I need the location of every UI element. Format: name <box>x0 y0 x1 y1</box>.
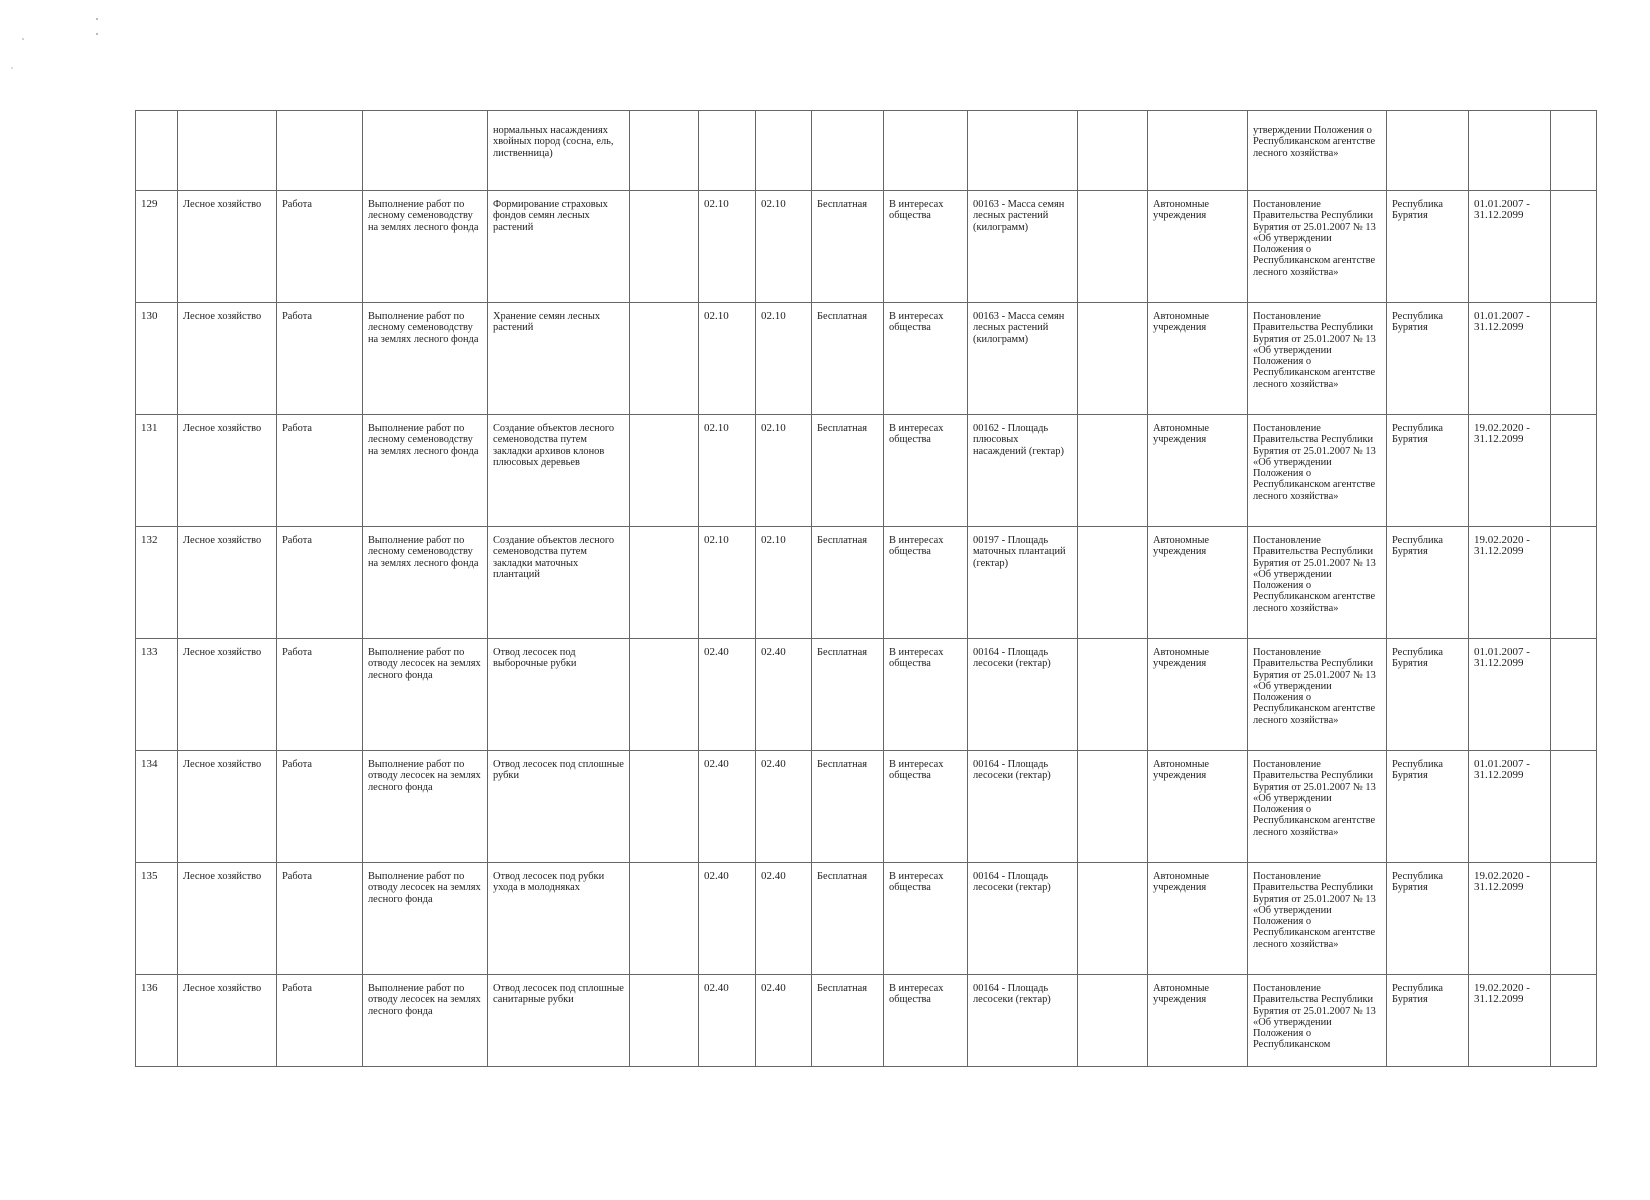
empty-cell <box>1551 303 1597 415</box>
kind-cell: Работа <box>277 303 363 415</box>
name-cell: Выполнение работ по отводу лесосек на землях лесного фонда <box>363 751 488 863</box>
empty-cell <box>1551 751 1597 863</box>
name-cell: Выполнение работ по лесному семеноводству на землях лесного фонда <box>363 191 488 303</box>
table-row <box>136 303 1597 415</box>
scan-specks <box>0 0 120 90</box>
empty-cell <box>1551 639 1597 751</box>
empty-cell <box>1078 303 1148 415</box>
content-cell: Отвод лесосек под сплошные рубки <box>488 751 630 863</box>
code1-cell: 02.10 <box>699 527 756 639</box>
interest-cell: В интересах общества <box>884 975 968 1067</box>
pay-cell: Бесплатная <box>812 415 884 527</box>
basis-cell: Постановление Правительства Республики Бурятия от 25.01.2007 № 13 «Об утверждении Положения о Республиканском агентстве лесного хозяйства» <box>1248 415 1387 527</box>
num-cell: 129 <box>136 191 178 303</box>
sphere-cell: Лесное хозяйство <box>178 639 277 751</box>
table-row <box>136 415 1597 527</box>
num-cell: 131 <box>136 415 178 527</box>
dates-cell: 01.01.2007 - 31.12.2099 <box>1469 303 1551 415</box>
indicator-cell: 00164 - Площадь лесосеки (гектар) <box>968 975 1078 1067</box>
empty-cell <box>1551 191 1597 303</box>
inst-cell: Автономные учреждения <box>1148 527 1248 639</box>
pay-cell: Бесплатная <box>812 751 884 863</box>
interest-cell: В интересах общества <box>884 863 968 975</box>
empty-cell <box>1078 639 1148 751</box>
kind-cell: Работа <box>277 975 363 1067</box>
code1-cell: 02.40 <box>699 863 756 975</box>
pay-cell: Бесплатная <box>812 863 884 975</box>
empty-cell <box>630 191 699 303</box>
num-cell: 136 <box>136 975 178 1067</box>
empty-cell <box>1551 863 1597 975</box>
basis-cell: Постановление Правительства Республики Бурятия от 25.01.2007 № 13 «Об утверждении Положения о Республиканском агентстве лесного хозяйства» <box>1248 527 1387 639</box>
content-cell: Создание объектов лесного семеноводства путем закладки архивов клонов плюсовых деревьев <box>488 415 630 527</box>
table-row <box>136 975 1597 1067</box>
table-row <box>136 863 1597 975</box>
dates-cell: 19.02.2020 - 31.12.2099 <box>1469 863 1551 975</box>
interest-cell: В интересах общества <box>884 415 968 527</box>
code2-cell: 02.10 <box>756 527 812 639</box>
region-cell: Республика Бурятия <box>1387 191 1469 303</box>
empty-cell <box>630 527 699 639</box>
empty-cell <box>1551 527 1597 639</box>
services-table <box>135 110 1597 1067</box>
code1-cell: 02.40 <box>699 751 756 863</box>
pay-cell: Бесплатная <box>812 303 884 415</box>
empty-cell <box>630 303 699 415</box>
name-cell: Выполнение работ по лесному семеноводству на землях лесного фонда <box>363 303 488 415</box>
table-row-continued <box>136 111 1597 191</box>
kind-cell: Работа <box>277 751 363 863</box>
basis-cell: утверждении Положения о Республиканском агентстве лесного хозяйства» <box>1248 111 1387 191</box>
pay-cell: Бесплатная <box>812 639 884 751</box>
basis-cell: Постановление Правительства Республики Бурятия от 25.01.2007 № 13 «Об утверждении Положения о Республиканском агентстве лесного хозяйства» <box>1248 751 1387 863</box>
empty-cell <box>630 415 699 527</box>
code1-cell: 02.40 <box>699 639 756 751</box>
empty-cell <box>1078 527 1148 639</box>
table-row <box>136 191 1597 303</box>
region-cell: Республика Бурятия <box>1387 639 1469 751</box>
kind-cell: Работа <box>277 863 363 975</box>
pay-cell: Бесплатная <box>812 191 884 303</box>
name-cell: Выполнение работ по лесному семеноводству на землях лесного фонда <box>363 415 488 527</box>
kind-cell: Работа <box>277 191 363 303</box>
interest-cell: В интересах общества <box>884 639 968 751</box>
content-cell: Отвод лесосек под рубки ухода в молодняках <box>488 863 630 975</box>
region-cell: Республика Бурятия <box>1387 415 1469 527</box>
code2-cell: 02.10 <box>756 415 812 527</box>
region-cell: Республика Бурятия <box>1387 975 1469 1067</box>
code2-cell: 02.10 <box>756 191 812 303</box>
kind-cell: Работа <box>277 527 363 639</box>
inst-cell: Автономные учреждения <box>1148 191 1248 303</box>
content-cell: Формирование страховых фондов семян лесных растений <box>488 191 630 303</box>
sphere-cell: Лесное хозяйство <box>178 751 277 863</box>
name-cell: Выполнение работ по отводу лесосек на землях лесного фонда <box>363 863 488 975</box>
interest-cell: В интересах общества <box>884 751 968 863</box>
num-cell: 135 <box>136 863 178 975</box>
interest-cell: В интересах общества <box>884 527 968 639</box>
sphere-cell: Лесное хозяйство <box>178 863 277 975</box>
num-cell: 132 <box>136 527 178 639</box>
indicator-cell: 00197 - Площадь маточных плантаций (гектар) <box>968 527 1078 639</box>
empty-cell <box>1078 415 1148 527</box>
dates-cell: 01.01.2007 - 31.12.2099 <box>1469 751 1551 863</box>
num-cell: 133 <box>136 639 178 751</box>
num-cell: 130 <box>136 303 178 415</box>
region-cell: Республика Бурятия <box>1387 751 1469 863</box>
basis-cell: Постановление Правительства Республики Бурятия от 25.01.2007 № 13 «Об утверждении Положения о Республиканском агентстве лесного хозяйства» <box>1248 191 1387 303</box>
name-cell: Выполнение работ по лесному семеноводству на землях лесного фонда <box>363 527 488 639</box>
inst-cell: Автономные учреждения <box>1148 303 1248 415</box>
code1-cell: 02.40 <box>699 975 756 1067</box>
code2-cell: 02.40 <box>756 751 812 863</box>
code1-cell: 02.10 <box>699 303 756 415</box>
indicator-cell: 00162 - Площадь плюсовых насаждений (гектар) <box>968 415 1078 527</box>
dates-cell: 01.01.2007 - 31.12.2099 <box>1469 191 1551 303</box>
basis-cell: Постановление Правительства Республики Бурятия от 25.01.2007 № 13 «Об утверждении Положения о Республиканском агентстве лесного хозяйства» <box>1248 863 1387 975</box>
inst-cell: Автономные учреждения <box>1148 863 1248 975</box>
indicator-cell: 00164 - Площадь лесосеки (гектар) <box>968 863 1078 975</box>
empty-cell <box>1078 751 1148 863</box>
sphere-cell: Лесное хозяйство <box>178 527 277 639</box>
region-cell: Республика Бурятия <box>1387 863 1469 975</box>
empty-cell <box>630 975 699 1067</box>
interest-cell: В интересах общества <box>884 191 968 303</box>
empty-cell <box>1551 975 1597 1067</box>
region-cell: Республика Бурятия <box>1387 527 1469 639</box>
sphere-cell: Лесное хозяйство <box>178 191 277 303</box>
code2-cell: 02.40 <box>756 639 812 751</box>
pay-cell: Бесплатная <box>812 975 884 1067</box>
empty-cell <box>630 863 699 975</box>
code1-cell: 02.10 <box>699 191 756 303</box>
dates-cell: 19.02.2020 - 31.12.2099 <box>1469 527 1551 639</box>
indicator-cell: 00164 - Площадь лесосеки (гектар) <box>968 751 1078 863</box>
indicator-cell: 00163 - Масса семян лесных растений (килограмм) <box>968 303 1078 415</box>
name-cell: Выполнение работ по отводу лесосек на землях лесного фонда <box>363 975 488 1067</box>
content-cell: Хранение семян лесных растений <box>488 303 630 415</box>
sphere-cell: Лесное хозяйство <box>178 975 277 1067</box>
sphere-cell: Лесное хозяйство <box>178 415 277 527</box>
empty-cell <box>1551 415 1597 527</box>
table-row <box>136 527 1597 639</box>
empty-cell <box>1078 975 1148 1067</box>
code1-cell: 02.10 <box>699 415 756 527</box>
dates-cell: 19.02.2020 - 31.12.2099 <box>1469 415 1551 527</box>
indicator-cell: 00164 - Площадь лесосеки (гектар) <box>968 639 1078 751</box>
table-row <box>136 751 1597 863</box>
sphere-cell: Лесное хозяйство <box>178 303 277 415</box>
code2-cell: 02.10 <box>756 303 812 415</box>
inst-cell: Автономные учреждения <box>1148 751 1248 863</box>
code2-cell: 02.40 <box>756 863 812 975</box>
empty-cell <box>630 751 699 863</box>
content-cell: нормальных насаждениях хвойных пород (сосна, ель, лиственница) <box>488 111 630 191</box>
basis-cell: Постановление Правительства Республики Бурятия от 25.01.2007 № 13 «Об утверждении Положения о Республиканском агентстве лесного хозяйства» <box>1248 639 1387 751</box>
empty-cell <box>630 639 699 751</box>
region-cell: Республика Бурятия <box>1387 303 1469 415</box>
basis-cell: Постановление Правительства Республики Бурятия от 25.01.2007 № 13 «Об утверждении Положения о Республиканском агентстве лесного хозяйства» <box>1248 303 1387 415</box>
table-row <box>136 639 1597 751</box>
kind-cell: Работа <box>277 415 363 527</box>
content-cell: Создание объектов лесного семеноводства путем закладки маточных плантаций <box>488 527 630 639</box>
kind-cell: Работа <box>277 639 363 751</box>
inst-cell: Автономные учреждения <box>1148 975 1248 1067</box>
num-cell: 134 <box>136 751 178 863</box>
indicator-cell: 00163 - Масса семян лесных растений (килограмм) <box>968 191 1078 303</box>
content-cell: Отвод лесосек под сплошные санитарные рубки <box>488 975 630 1067</box>
empty-cell <box>1078 191 1148 303</box>
empty-cell <box>1078 863 1148 975</box>
dates-cell: 19.02.2020 - 31.12.2099 <box>1469 975 1551 1067</box>
dates-cell: 01.01.2007 - 31.12.2099 <box>1469 639 1551 751</box>
code2-cell: 02.40 <box>756 975 812 1067</box>
name-cell: Выполнение работ по отводу лесосек на землях лесного фонда <box>363 639 488 751</box>
pay-cell: Бесплатная <box>812 527 884 639</box>
inst-cell: Автономные учреждения <box>1148 639 1248 751</box>
interest-cell: В интересах общества <box>884 303 968 415</box>
content-cell: Отвод лесосек под выборочные рубки <box>488 639 630 751</box>
basis-cell: Постановление Правительства Республики Бурятия от 25.01.2007 № 13 «Об утверждении Положения о Республиканском <box>1248 975 1387 1067</box>
inst-cell: Автономные учреждения <box>1148 415 1248 527</box>
